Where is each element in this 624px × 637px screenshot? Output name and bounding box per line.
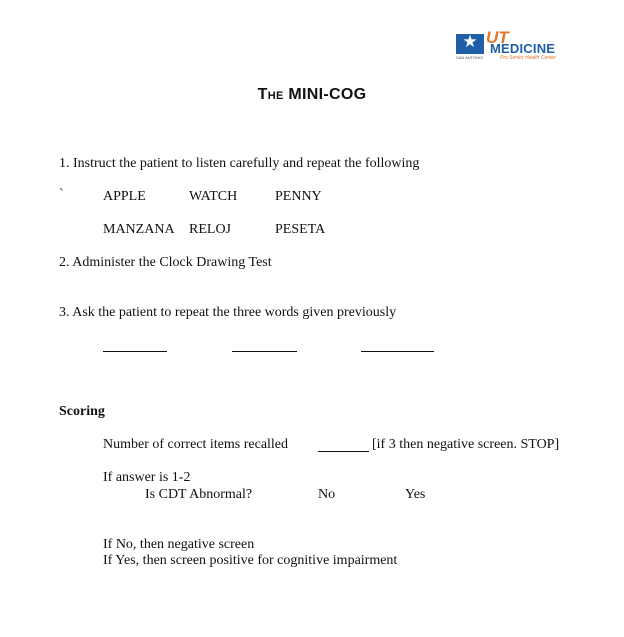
- step-1-instruction: 1. Instruct the patient to listen carefully and repeat the following: [59, 156, 420, 171]
- cdt-option-no[interactable]: No: [318, 487, 336, 502]
- star-icon: ★: [462, 32, 478, 52]
- result-yes: If Yes, then screen positive for cognitive impairment: [103, 553, 398, 568]
- result-no: If No, then negative screen: [103, 537, 255, 552]
- stray-backtick: `: [59, 187, 64, 202]
- step-3-instruction: 3. Ask the patient to repeat the three words given previously: [59, 305, 397, 320]
- cdt-option-yes[interactable]: Yes: [405, 487, 426, 502]
- word-en-2: WATCH: [189, 189, 238, 204]
- recall-blank-3[interactable]: [361, 351, 434, 352]
- scoring-heading: Scoring: [59, 404, 105, 419]
- logo-tagline: Pro Senior Health Center: [500, 55, 556, 61]
- ut-medicine-logo: [456, 28, 572, 62]
- word-es-2: RELOJ: [189, 222, 231, 237]
- items-recalled-blank[interactable]: [318, 451, 369, 452]
- items-recalled-note: [if 3 then negative screen. STOP]: [372, 437, 560, 452]
- if-answer-label: If answer is 1-2: [103, 470, 191, 485]
- logo-brand-top: UT: [486, 28, 509, 47]
- recall-blank-2[interactable]: [232, 351, 297, 352]
- items-recalled-label: Number of correct items recalled: [103, 437, 289, 452]
- recall-blank-1[interactable]: [103, 351, 167, 352]
- document-title: The MINI-COG: [257, 86, 367, 103]
- logo-brand-bottom: MEDICINE: [490, 41, 556, 56]
- word-es-3: PESETA: [275, 222, 326, 237]
- step-2-instruction: 2. Administer the Clock Drawing Test: [59, 255, 272, 270]
- word-en-3: PENNY: [275, 189, 322, 204]
- word-es-1: MANZANA: [103, 222, 175, 237]
- word-en-1: APPLE: [103, 189, 146, 204]
- cdt-question: Is CDT Abnormal?: [145, 487, 253, 502]
- logo-sub: SAN ANTONIO: [456, 55, 484, 60]
